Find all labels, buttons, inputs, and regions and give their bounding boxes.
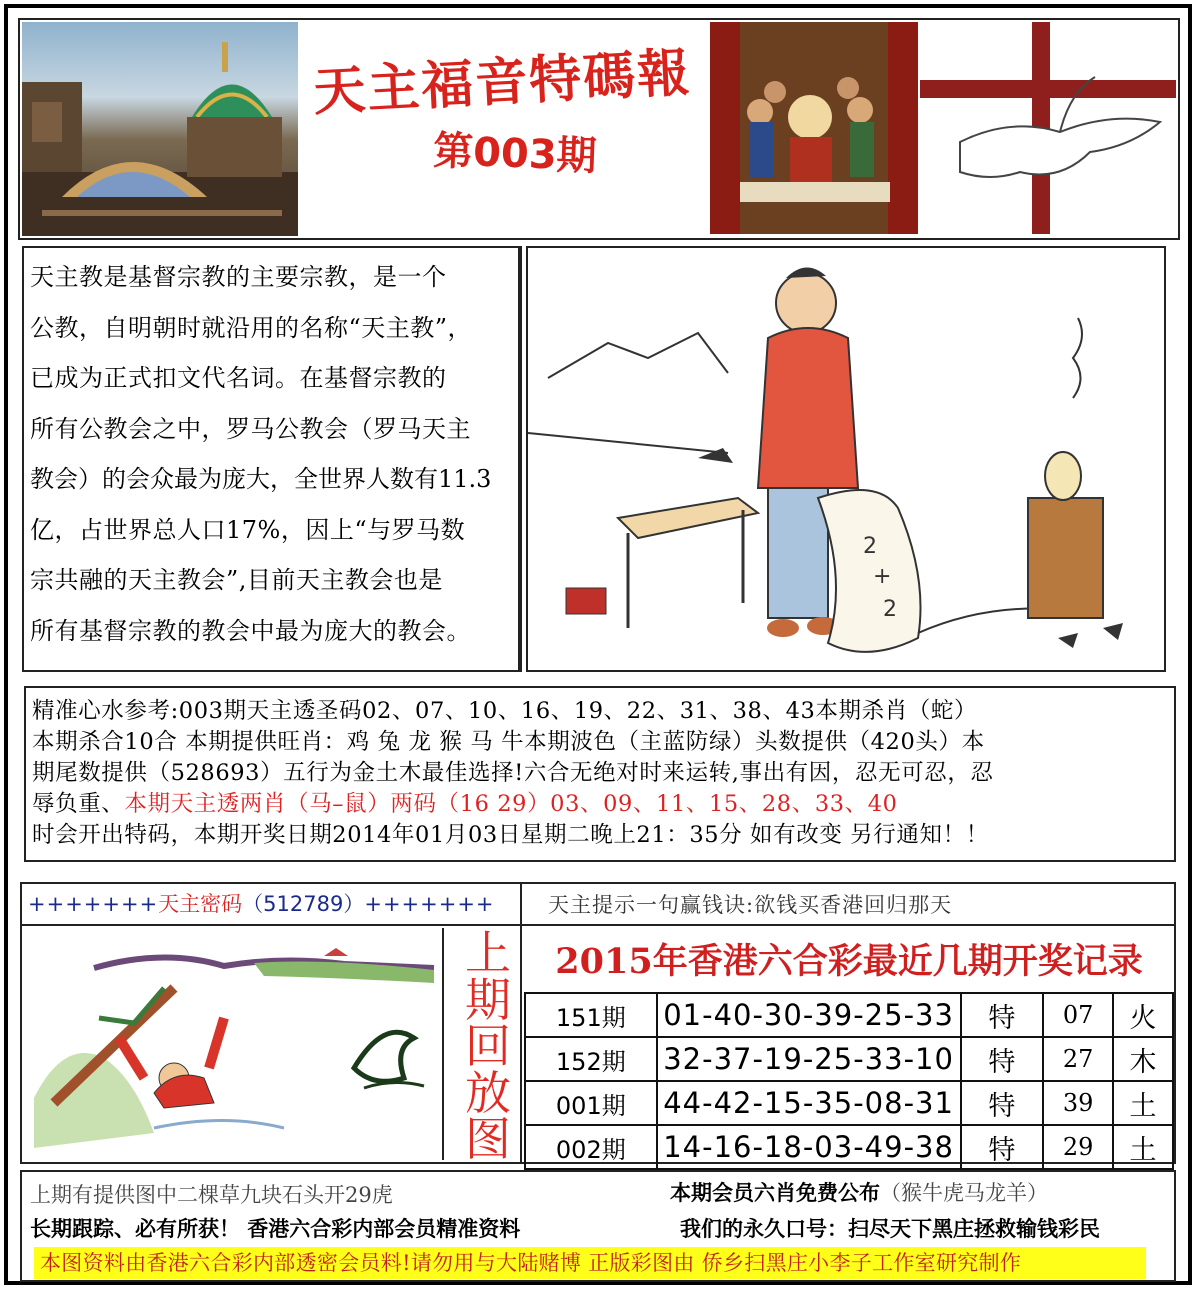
- replay-illustration: [24, 928, 444, 1160]
- secret-code-value: （512789）: [242, 892, 365, 916]
- draw-numbers: 01-40-30-39-25-33: [657, 993, 961, 1037]
- scholar-illustration: [526, 246, 1166, 672]
- table-row: [525, 1037, 1173, 1081]
- reference-line-1: 精准心水参考:003期天主透圣码02、07、10、16、19、22、31、38、43本期杀肖（蛇）: [32, 698, 978, 724]
- footer-right-2: 我们的永久口号：扫尽天下黑庄拯救输钱彩民: [680, 1216, 1100, 1241]
- table-row: [525, 993, 1173, 1037]
- newspaper-title: 天主福音特碼報: [311, 43, 693, 123]
- replay-char: 放: [465, 1065, 511, 1120]
- draw-special-number: 29: [1043, 1125, 1113, 1169]
- draw-period: 151期: [525, 993, 657, 1037]
- draw-period: 152期: [525, 1037, 657, 1081]
- footer-banner: 本图资料由香港六合彩内部透密会员料!请勿用与大陆赌博 正版彩图由 侨乡扫黑庄小李子工作室研究制作: [34, 1247, 1146, 1279]
- secret-code-suffix: +++++++: [364, 892, 495, 916]
- replay-char: 上: [465, 926, 511, 980]
- draw-special-label: 特: [961, 993, 1044, 1037]
- draw-element: 土: [1113, 1081, 1173, 1125]
- reference-line-4-red: 本期天主透两肖（马–鼠）两码（16 29）03、09、11、15、28、33、40: [124, 791, 898, 817]
- svg-text:+: +: [873, 564, 892, 589]
- intro-line: 宗共融的天主教会”,目前天主教会也是: [30, 566, 443, 594]
- painting-image: [710, 22, 918, 234]
- draws-title: 2015年香港六合彩最近几期开奖记录: [555, 941, 1143, 982]
- intro-line: 已成为正式扣文代名词。在基督宗教的: [30, 364, 447, 392]
- reference-line-2: 本期杀合10合 本期提供旺肖：鸡 兔 龙 猴 马 牛本期波色（主蓝防绿）头数提供（420头）本: [32, 729, 985, 755]
- draw-special-number: 39: [1043, 1081, 1113, 1125]
- draw-element: 土: [1113, 1125, 1173, 1169]
- intro-line: 所有基督宗教的教会中最为庞大的教会。: [30, 616, 471, 645]
- footer-right-1-paren: （猴牛虎马龙羊）: [880, 1181, 1048, 1205]
- svg-text:2: 2: [863, 534, 877, 559]
- draw-special-number: 27: [1043, 1037, 1113, 1081]
- secret-code-label: 天主密码: [158, 892, 243, 916]
- intro-line: 教会）的会众最为庞大，全世界人数有11.3: [30, 465, 492, 493]
- last-period-replay-label: [460, 926, 516, 1166]
- draw-special-label: 特: [961, 1037, 1044, 1081]
- replay-divider: [520, 926, 522, 1162]
- reference-line-5: 时会开出特码，本期开奖日期2014年01月03日星期二晚上21：35分 如有改变 另行通知！！: [32, 822, 989, 848]
- reference-text: [32, 696, 1172, 851]
- intro-line: 亿，占世界总人口17%，因上“与罗马数: [30, 515, 466, 544]
- draw-numbers: 44-42-15-35-08-31: [657, 1081, 961, 1125]
- intro-divider: [518, 246, 522, 672]
- draw-element: 火: [1113, 993, 1173, 1037]
- reference-line-3: 期尾数提供（528693）五行为金土木最佳选择!六合无绝对时来运转,事出有因，忍无可忍，忍: [32, 760, 994, 786]
- draw-period: 001期: [525, 1081, 657, 1125]
- table-row: [525, 1125, 1173, 1169]
- intro-text: [30, 252, 516, 656]
- draw-special-number: 07: [1043, 993, 1113, 1037]
- intro-line: 所有公教会之中，罗马公教会（罗马天主: [30, 414, 471, 443]
- cross-dove-image: [920, 22, 1176, 234]
- replay-char: 期: [465, 972, 511, 1027]
- reference-line-4-black: 辱负重、: [32, 791, 125, 817]
- secret-divider: [22, 924, 520, 926]
- replay-char: 图: [465, 1112, 511, 1166]
- tip-cell-border: [520, 882, 522, 926]
- issue-number: 第003期: [432, 128, 598, 180]
- intro-line: 公教，自明朝时就沿用的名称“天主教”，: [30, 313, 473, 342]
- svg-text:2: 2: [883, 597, 897, 622]
- tip-text: 天主提示一句赢钱诀:欲钱买香港回归那天: [548, 893, 953, 917]
- footer-left-1: 上期有提供图中二棵草九块石头开29虎: [30, 1183, 393, 1207]
- reference-line-4: [32, 789, 1172, 820]
- secret-code: [28, 888, 518, 918]
- cathedral-image: [22, 22, 298, 236]
- footer-right-1-bold: 本期会员六肖免费公布: [670, 1180, 880, 1205]
- draws-table: [524, 992, 1174, 1170]
- tip-underline: [520, 924, 1176, 926]
- table-row: [525, 1081, 1173, 1125]
- draw-special-label: 特: [961, 1081, 1044, 1125]
- draw-numbers: 32-37-19-25-33-10: [657, 1037, 961, 1081]
- footer-left-2: 长期跟踪、必有所获！ 香港六合彩内部会员精准资料: [30, 1216, 521, 1241]
- replay-char: 回: [465, 1019, 511, 1073]
- footer-right-1: [670, 1177, 1048, 1207]
- intro-line: 天主教是基督宗教的主要宗教，是一个: [30, 263, 447, 291]
- draw-numbers: 14-16-18-03-49-38: [657, 1125, 961, 1169]
- secret-code-prefix: +++++++: [28, 892, 159, 916]
- draw-period: 002期: [525, 1125, 657, 1169]
- draw-element: 木: [1113, 1037, 1173, 1081]
- draw-special-label: 特: [961, 1125, 1044, 1169]
